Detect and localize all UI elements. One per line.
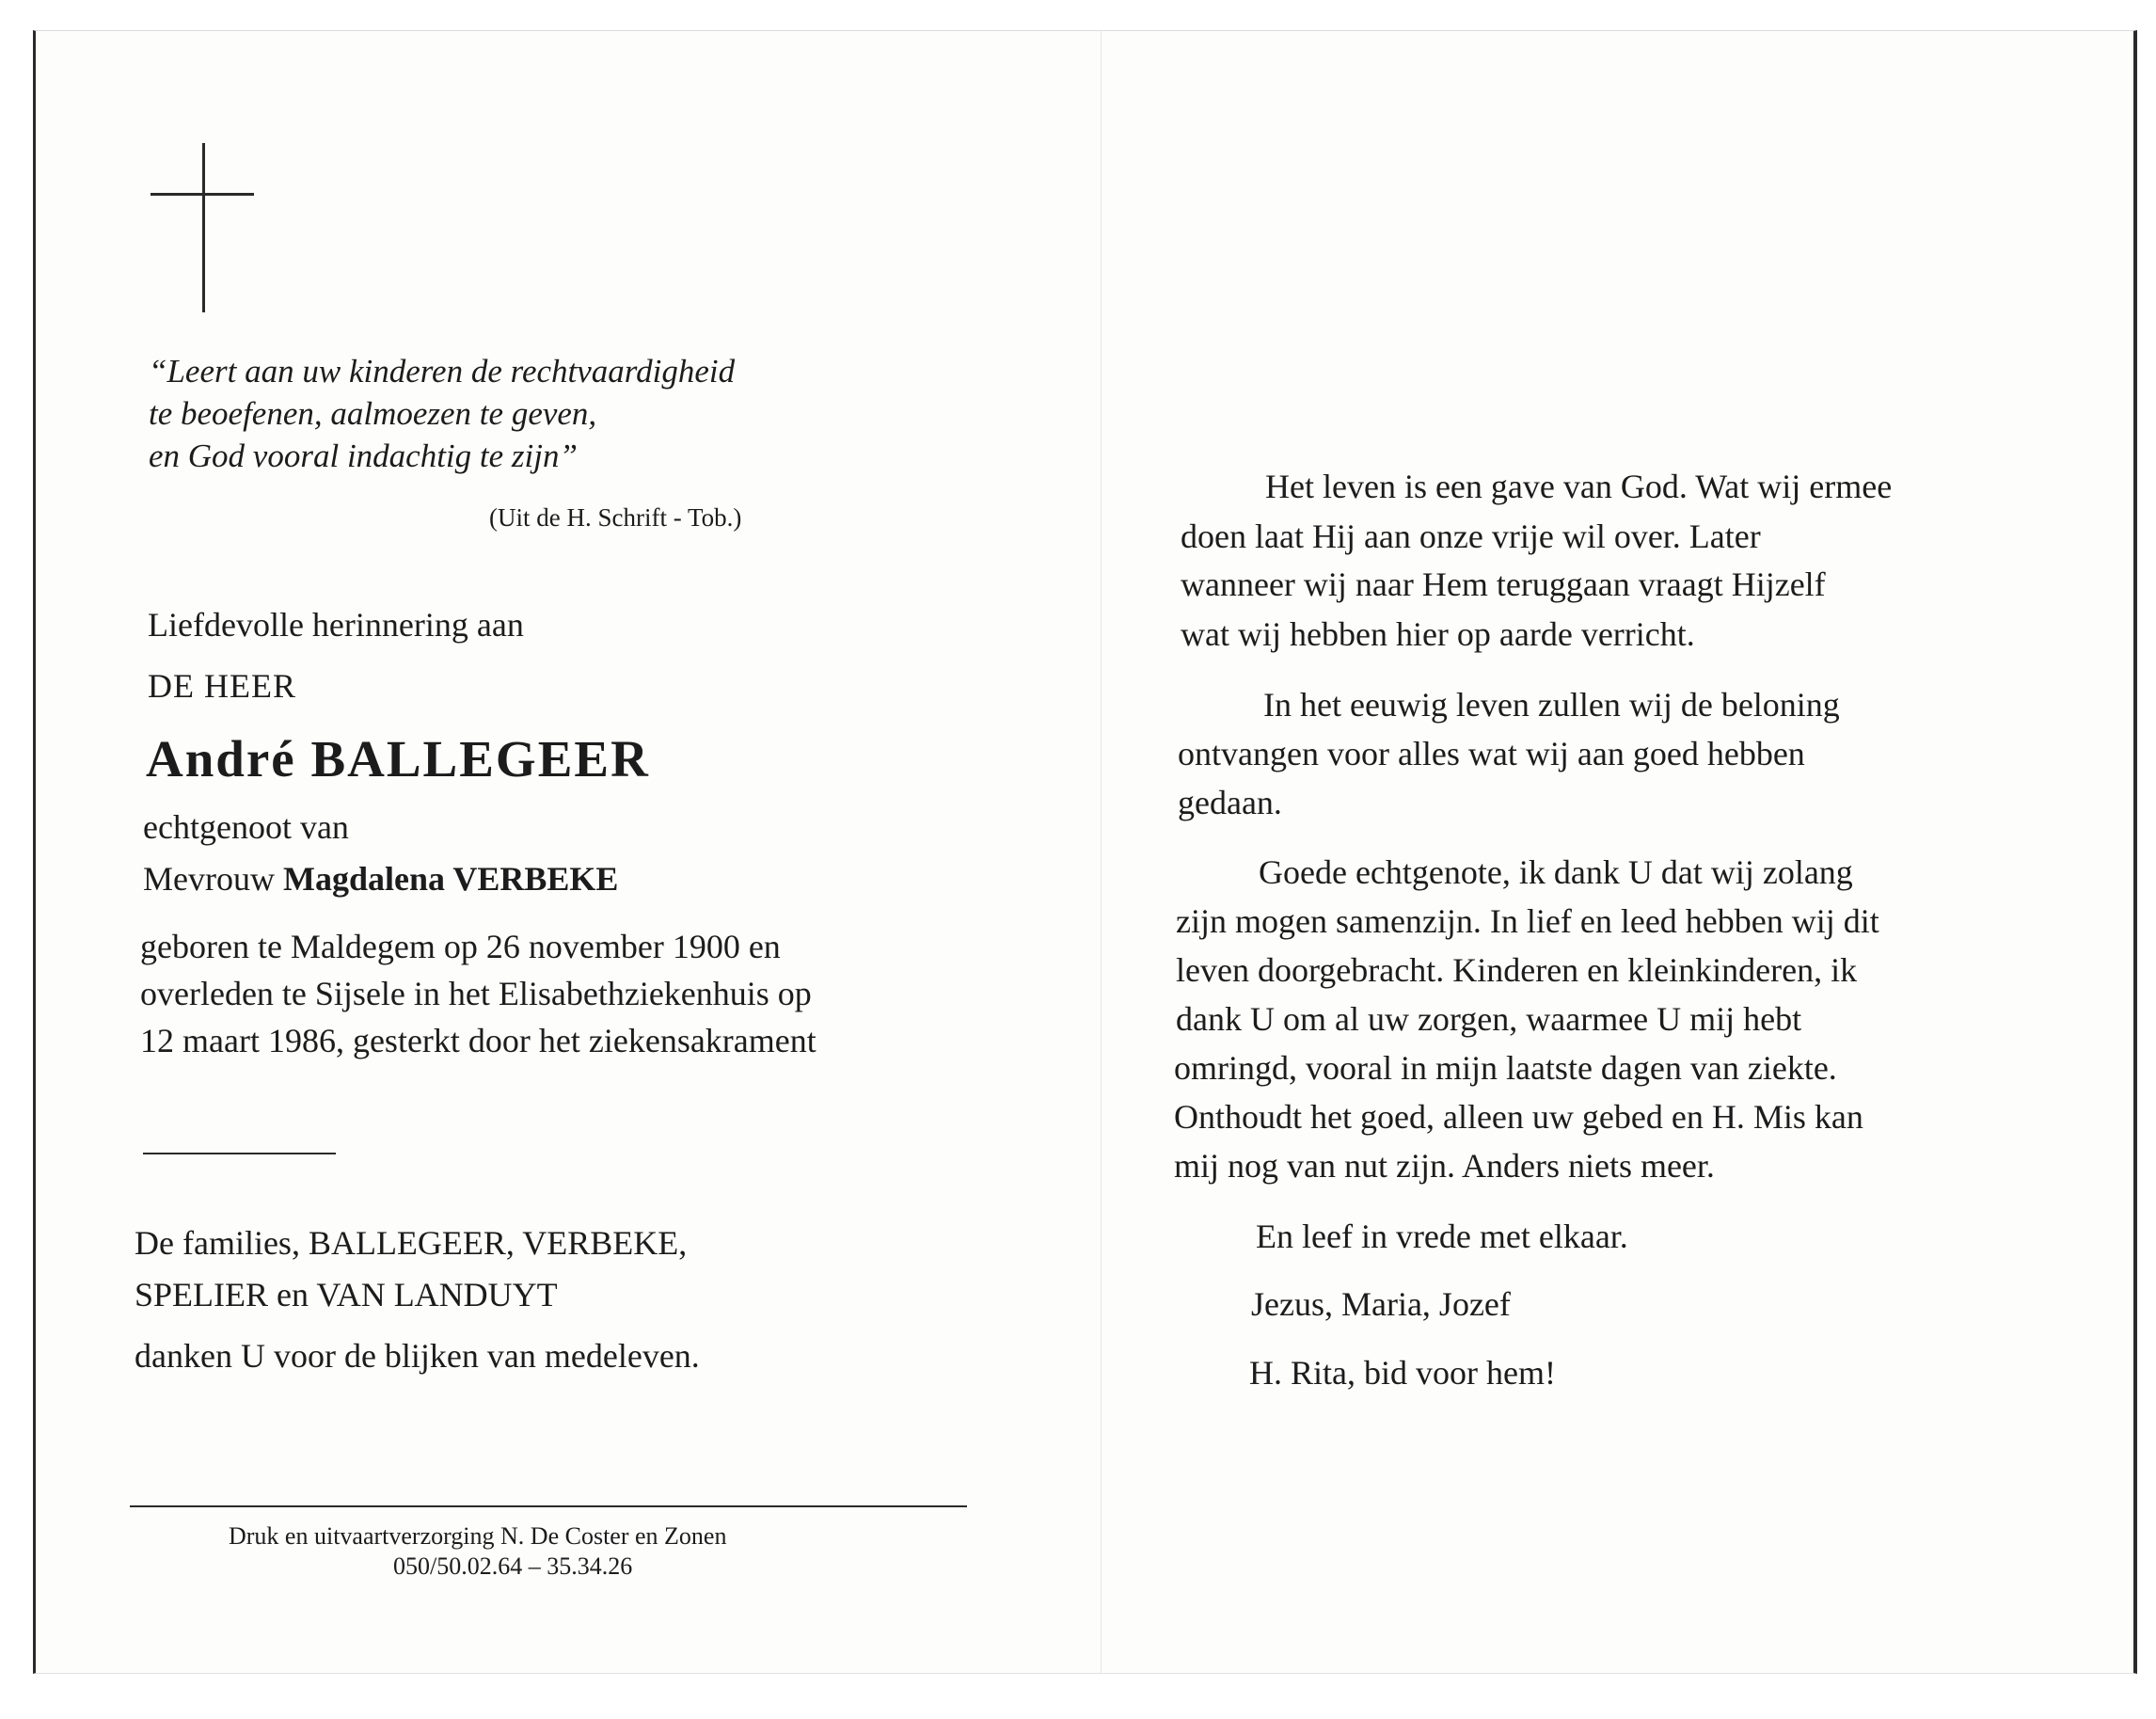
paragraph-line: Onthoudt het goed, alleen uw gebed en H. Mis kan [1174, 1098, 1863, 1136]
memorial-title: DE HEER [148, 667, 296, 705]
paragraph-line: doen laat Hij aan onze vrije wil over. Later [1181, 517, 1761, 555]
paragraph-line: dank U om al uw zorgen, waarmee U mij hebt [1176, 1000, 1802, 1038]
divider [143, 1153, 336, 1154]
paragraph-line: ontvangen voor alles wat wij aan goed hebben [1178, 735, 1805, 772]
bio-line: 12 maart 1986, gesterkt door het ziekensakrament [140, 1022, 816, 1059]
cross-icon [202, 143, 205, 312]
paragraph-line: gedaan. [1178, 784, 1282, 821]
spouse-prefix: echtgenoot van [143, 808, 349, 846]
quote-line: te beoefenen, aalmoezen te geven, [149, 395, 597, 432]
closing-line: H. Rita, bid voor hem! [1249, 1354, 1556, 1392]
paragraph-line: Goede echtgenote, ik dank U dat wij zolang [1259, 853, 1853, 891]
paragraph-line: In het eeuwig leven zullen wij de beloning [1263, 686, 1840, 724]
bio-line: overleden te Sijsele in het Elisabethziekenhuis op [140, 975, 812, 1012]
paragraph-line: wanneer wij naar Hem teruggaan vraagt Hijzelf [1181, 565, 1826, 603]
bio-line: geboren te Maldegem op 26 november 1900 en [140, 928, 781, 965]
paragraph-line: wat wij hebben hier op aarde verricht. [1181, 615, 1695, 653]
spouse-honorific: Mevrouw [143, 860, 275, 898]
paragraph-line: mij nog van nut zijn. Anders niets meer. [1174, 1147, 1715, 1185]
footer-rule [130, 1505, 967, 1507]
thanks-line: danken U voor de blijken van medeleven. [135, 1337, 700, 1375]
quote-source: (Uit de H. Schrift - Tob.) [489, 503, 742, 532]
deceased-name: André BALLEGEER [146, 730, 650, 788]
families-line: SPELIER en VAN LANDUYT [135, 1276, 558, 1313]
quote-line: “Leert aan uw kinderen de rechtvaardigheid [149, 353, 736, 390]
closing-line: En leef in vrede met elkaar. [1256, 1218, 1628, 1255]
printer-phone: 050/50.02.64 – 35.34.26 [393, 1552, 633, 1580]
printer-name: Druk en uitvaartverzorging N. De Coster en Zonen [229, 1522, 727, 1550]
cross-icon-bar [151, 193, 254, 196]
paragraph-line: omringd, vooral in mijn laatste dagen van ziekte. [1174, 1049, 1837, 1087]
left-panel [33, 30, 1103, 1674]
paragraph-line: Het leven is een gave van God. Wat wij ermee [1265, 468, 1893, 505]
paragraph-line: leven doorgebracht. Kinderen en kleinkinderen, ik [1176, 951, 1858, 989]
closing-line: Jezus, Maria, Jozef [1251, 1285, 1511, 1323]
memorial-intro: Liefdevolle herinnering aan [148, 606, 524, 644]
paragraph-line: zijn mogen samenzijn. In lief en leed hebben wij dit [1176, 902, 1879, 940]
quote-line: en God vooral indachtig te zijn” [149, 438, 578, 474]
spouse-line [143, 859, 618, 899]
spouse-name: Magdalena VERBEKE [282, 860, 619, 898]
families-line: De families, BALLEGEER, VERBEKE, [135, 1224, 688, 1262]
